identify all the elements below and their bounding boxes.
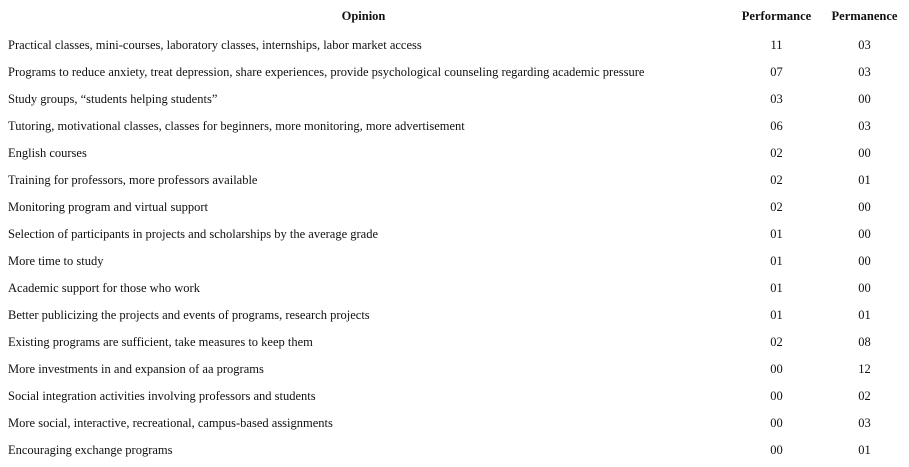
opinion-cell: More social, interactive, recreational, campus-based assignments xyxy=(8,416,333,430)
performance-cell: 01 xyxy=(770,308,783,322)
permanence-cell: 01 xyxy=(858,308,871,322)
permanence-cell: 00 xyxy=(858,281,871,295)
table-row xyxy=(0,275,909,302)
performance-cell: 06 xyxy=(770,119,783,133)
permanence-cell: 01 xyxy=(858,173,871,187)
table-row xyxy=(0,356,909,383)
performance-cell: 07 xyxy=(770,65,783,79)
table-row xyxy=(0,248,909,275)
table-row xyxy=(0,140,909,167)
table-row xyxy=(0,32,909,59)
performance-cell: 11 xyxy=(770,38,783,52)
table-row xyxy=(0,302,909,329)
performance-cell: 02 xyxy=(770,200,783,214)
opinion-cell: Academic support for those who work xyxy=(8,281,200,295)
performance-cell: 01 xyxy=(770,254,783,268)
permanence-cell: 03 xyxy=(858,416,871,430)
table-body xyxy=(0,32,909,464)
opinion-cell: Selection of participants in projects and scholarships by the average grade xyxy=(8,227,379,241)
opinion-cell: Programs to reduce anxiety, treat depression, share experiences, provide psychological counseling regarding academic pressure xyxy=(8,65,645,79)
table-header-row xyxy=(0,0,909,32)
opinion-cell: Social integration activities involving professors and students xyxy=(8,389,316,403)
performance-cell: 00 xyxy=(770,362,783,376)
table-row xyxy=(0,86,909,113)
performance-cell: 02 xyxy=(770,335,783,349)
opinion-cell: English courses xyxy=(8,146,87,160)
permanence-cell: 00 xyxy=(858,92,871,106)
permanence-cell: 00 xyxy=(858,146,871,160)
opinion-cell: Monitoring program and virtual support xyxy=(8,200,208,214)
opinion-cell: Tutoring, motivational classes, classes for beginners, more monitoring, more advertisement xyxy=(8,119,465,133)
header-performance: Performance xyxy=(741,8,812,23)
permanence-cell: 08 xyxy=(858,335,871,349)
opinion-cell: Training for professors, more professors available xyxy=(8,173,258,187)
table-row xyxy=(0,383,909,410)
opinion-cell: Existing programs are sufficient, take measures to keep them xyxy=(8,335,313,349)
permanence-cell: 01 xyxy=(858,443,871,457)
table-row xyxy=(0,59,909,86)
permanence-cell: 03 xyxy=(858,119,871,133)
performance-cell: 00 xyxy=(770,389,783,403)
performance-cell: 01 xyxy=(770,227,783,241)
opinion-cell: More time to study xyxy=(8,254,104,268)
table-row xyxy=(0,194,909,221)
table-row xyxy=(0,221,909,248)
header-permanence: Permanence xyxy=(831,8,898,23)
performance-cell: 02 xyxy=(770,146,783,160)
header-opinion: Opinion xyxy=(341,8,386,23)
opinion-cell: Practical classes, mini-courses, laboratory classes, internships, labor market access xyxy=(8,38,422,52)
opinion-cell: Encouraging exchange programs xyxy=(8,443,173,457)
performance-cell: 02 xyxy=(770,173,783,187)
permanence-cell: 12 xyxy=(858,362,871,376)
permanence-cell: 02 xyxy=(858,389,871,403)
opinion-cell: Study groups, “students helping students” xyxy=(8,92,218,106)
performance-cell: 00 xyxy=(770,416,783,430)
opinion-cell: More investments in and expansion of aa programs xyxy=(8,362,264,376)
permanence-cell: 03 xyxy=(858,65,871,79)
table-row xyxy=(0,167,909,194)
table-row xyxy=(0,329,909,356)
performance-cell: 01 xyxy=(770,281,783,295)
performance-cell: 03 xyxy=(770,92,783,106)
permanence-cell: 00 xyxy=(858,254,871,268)
permanence-cell: 00 xyxy=(858,200,871,214)
opinion-cell: Better publicizing the projects and events of programs, research projects xyxy=(8,308,370,322)
table-row xyxy=(0,437,909,464)
permanence-cell: 03 xyxy=(858,38,871,52)
table-row xyxy=(0,410,909,437)
permanence-cell: 00 xyxy=(858,227,871,241)
table-row xyxy=(0,113,909,140)
performance-cell: 00 xyxy=(770,443,783,457)
